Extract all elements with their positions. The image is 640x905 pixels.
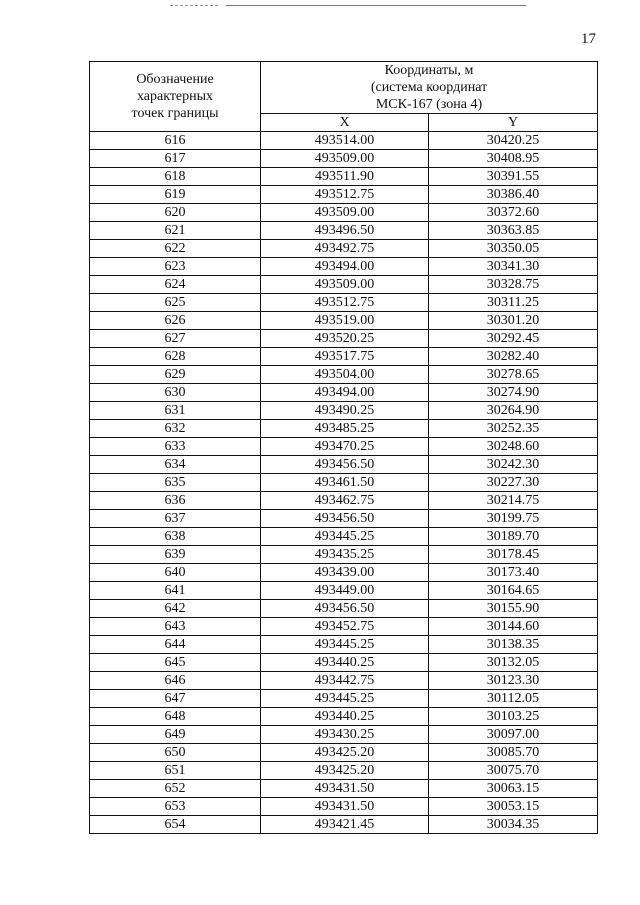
y-value-cell: 30123.30 [429,672,598,690]
point-id-cell: 637 [90,510,261,528]
coordinates-header-line: Координаты, м [384,63,474,78]
table-header [90,62,598,132]
table-row [90,276,598,294]
y-value-cell: 30103.25 [429,708,598,726]
table-row [90,330,598,348]
y-value-cell: 30350.05 [429,240,598,258]
y-value-cell: 30278.65 [429,366,598,384]
top-rule [226,5,526,6]
table-body [90,132,598,834]
x-value-cell: 493512.75 [261,186,429,204]
x-value-cell: 493440.25 [261,654,429,672]
y-value-cell: 30282.40 [429,348,598,366]
x-value-cell: 493509.00 [261,204,429,222]
point-id-cell: 642 [90,600,261,618]
point-id-cell: 623 [90,258,261,276]
table-row [90,402,598,420]
y-value-cell: 30386.40 [429,186,598,204]
x-value-cell: 493462.75 [261,492,429,510]
y-value-cell: 30132.05 [429,654,598,672]
point-id-cell: 654 [90,816,261,834]
y-value-cell: 30178.45 [429,546,598,564]
point-id-cell: 646 [90,672,261,690]
table-row [90,744,598,762]
point-id-cell: 643 [90,618,261,636]
coordinates-header-line: (система координат [370,80,488,95]
table-row [90,780,598,798]
y-value-cell: 30144.60 [429,618,598,636]
x-value-cell: 493440.25 [261,708,429,726]
x-value-cell: 493519.00 [261,312,429,330]
point-id-cell: 631 [90,402,261,420]
table-row [90,528,598,546]
y-value-cell: 30053.15 [429,798,598,816]
y-value-cell: 30227.30 [429,474,598,492]
table-row [90,492,598,510]
table-row [90,168,598,186]
table-row [90,240,598,258]
point-id-cell: 644 [90,636,261,654]
y-value-cell: 30328.75 [429,276,598,294]
point-id-cell: 620 [90,204,261,222]
x-value-cell: 493445.25 [261,636,429,654]
x-value-cell: 493430.25 [261,726,429,744]
x-value-cell: 493509.00 [261,276,429,294]
x-value-cell: 493431.50 [261,798,429,816]
table-row [90,726,598,744]
point-id-cell: 636 [90,492,261,510]
point-id-cell: 625 [90,294,261,312]
table-row [90,420,598,438]
y-value-cell: 30075.70 [429,762,598,780]
y-value-cell: 30155.90 [429,600,598,618]
y-value-cell: 30189.70 [429,528,598,546]
x-value-cell: 493492.75 [261,240,429,258]
y-value-cell: 30252.35 [429,420,598,438]
point-id-cell: 651 [90,762,261,780]
x-value-cell: 493456.50 [261,456,429,474]
y-value-cell: 30138.35 [429,636,598,654]
table-row [90,258,598,276]
point-label-header-line: точек границы [131,106,219,121]
point-id-cell: 634 [90,456,261,474]
coordinates-table [89,61,598,834]
x-value-cell: 493425.20 [261,762,429,780]
x-value-cell: 493517.75 [261,348,429,366]
y-value-cell: 30199.75 [429,510,598,528]
y-value-cell: 30391.55 [429,168,598,186]
point-id-cell: 616 [90,132,261,150]
point-id-cell: 647 [90,690,261,708]
x-value-cell: 493425.20 [261,744,429,762]
x-value-cell: 493496.50 [261,222,429,240]
y-value-cell: 30063.15 [429,780,598,798]
y-value-cell: 30292.45 [429,330,598,348]
x-value-cell: 493435.25 [261,546,429,564]
y-value-cell: 30034.35 [429,816,598,834]
point-id-cell: 641 [90,582,261,600]
x-value-cell: 493442.75 [261,672,429,690]
table-row [90,582,598,600]
table-row [90,456,598,474]
x-value-cell: 493485.25 [261,420,429,438]
table-row [90,708,598,726]
table-row [90,690,598,708]
x-value-cell: 493511.90 [261,168,429,186]
point-id-cell: 618 [90,168,261,186]
x-value-cell: 493439.00 [261,564,429,582]
table-row [90,312,598,330]
point-id-cell: 624 [90,276,261,294]
y-value-cell: 30408.95 [429,150,598,168]
y-value-cell: 30341.30 [429,258,598,276]
x-value-cell: 493512.75 [261,294,429,312]
coordinates-header [261,62,598,114]
point-id-cell: 628 [90,348,261,366]
table-row [90,798,598,816]
x-value-cell: 493494.00 [261,258,429,276]
table-row [90,222,598,240]
point-id-cell: 652 [90,780,261,798]
point-id-cell: 635 [90,474,261,492]
table-row [90,546,598,564]
table-row [90,672,598,690]
table-row [90,762,598,780]
x-value-cell: 493456.50 [261,600,429,618]
table-row [90,438,598,456]
y-value-cell: 30274.90 [429,384,598,402]
y-value-cell: 30164.65 [429,582,598,600]
x-value-cell: 493520.25 [261,330,429,348]
point-id-cell: 622 [90,240,261,258]
y-value-cell: 30311.25 [429,294,598,312]
point-id-cell: 627 [90,330,261,348]
y-value-cell: 30264.90 [429,402,598,420]
x-value-cell: 493445.25 [261,528,429,546]
table-row [90,384,598,402]
table-row [90,150,598,168]
point-label-header-line: Обозначение [136,72,214,87]
y-value-cell: 30363.85 [429,222,598,240]
table-row [90,186,598,204]
y-value-cell: 30248.60 [429,438,598,456]
y-value-cell: 30242.30 [429,456,598,474]
page-number: 17 [581,31,596,47]
point-id-cell: 632 [90,420,261,438]
y-value-cell: 30214.75 [429,492,598,510]
x-value-cell: 493490.25 [261,402,429,420]
point-id-cell: 621 [90,222,261,240]
table-row [90,204,598,222]
point-id-cell: 645 [90,654,261,672]
x-value-cell: 493461.50 [261,474,429,492]
x-value-cell: 493431.50 [261,780,429,798]
table-row [90,654,598,672]
x-value-cell: 493456.50 [261,510,429,528]
x-value-cell: 493504.00 [261,366,429,384]
coordinates-header-line: МСК-167 (зона 4) [375,97,483,112]
table-row [90,816,598,834]
point-label-header [90,62,261,132]
x-value-cell: 493449.00 [261,582,429,600]
y-value-cell: 30112.05 [429,690,598,708]
x-value-cell: 493452.75 [261,618,429,636]
point-id-cell: 638 [90,528,261,546]
table-row [90,348,598,366]
x-value-cell: 493421.45 [261,816,429,834]
x-value-cell: 493470.25 [261,438,429,456]
point-id-cell: 653 [90,798,261,816]
top-dashed-rule [170,5,218,6]
point-id-cell: 619 [90,186,261,204]
x-value-cell: 493514.00 [261,132,429,150]
point-id-cell: 650 [90,744,261,762]
x-value-cell: 493445.25 [261,690,429,708]
x-value-cell: 493509.00 [261,150,429,168]
table-row [90,510,598,528]
x-column-header: X [261,114,429,132]
point-id-cell: 633 [90,438,261,456]
table-row [90,564,598,582]
point-id-cell: 626 [90,312,261,330]
y-value-cell: 30097.00 [429,726,598,744]
y-value-cell: 30372.60 [429,204,598,222]
table-row [90,636,598,654]
y-value-cell: 30301.20 [429,312,598,330]
point-id-cell: 630 [90,384,261,402]
table-row [90,618,598,636]
y-value-cell: 30420.25 [429,132,598,150]
point-id-cell: 639 [90,546,261,564]
table-row [90,132,598,150]
point-id-cell: 648 [90,708,261,726]
y-value-cell: 30085.70 [429,744,598,762]
table-row [90,366,598,384]
table-row [90,474,598,492]
y-column-header: Y [429,114,598,132]
y-value-cell: 30173.40 [429,564,598,582]
point-id-cell: 640 [90,564,261,582]
point-label-header-line: характерных [136,89,214,104]
point-id-cell: 649 [90,726,261,744]
point-id-cell: 629 [90,366,261,384]
table-row [90,600,598,618]
x-value-cell: 493494.00 [261,384,429,402]
table-row [90,294,598,312]
point-id-cell: 617 [90,150,261,168]
